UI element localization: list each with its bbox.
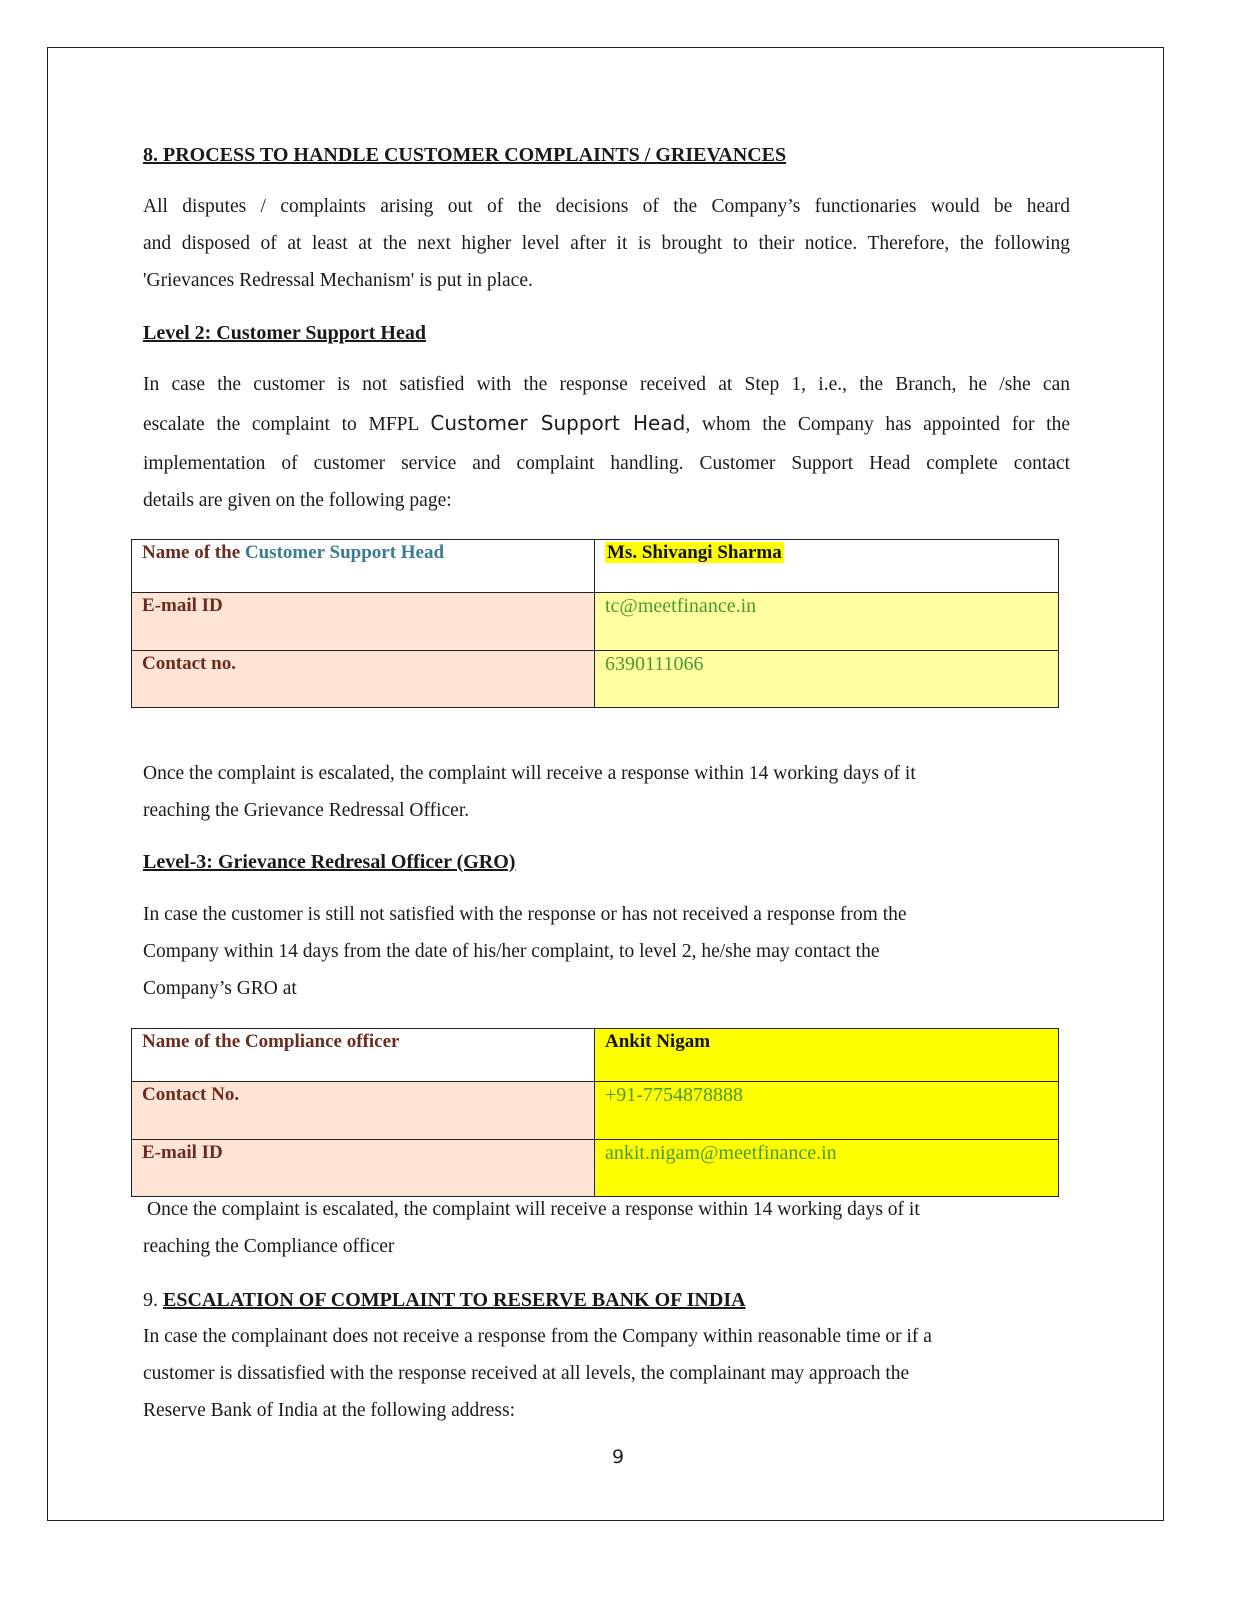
co-contact-value: +91-7754878888 <box>605 1084 743 1106</box>
level-2-paragraph <box>143 366 1070 519</box>
level-3-paragraph <box>143 896 1070 1007</box>
intro-line-2: and disposed of at least at the next higher level after it is brought to their notice. Therefore, the following <box>143 233 1070 254</box>
co-contact-value-cell <box>595 1082 1059 1140</box>
section-9-paragraph <box>143 1318 1070 1429</box>
cs-name-label-pre: Name of the <box>142 542 245 563</box>
cs-name-label-teal: Customer Support Head <box>244 542 445 563</box>
intro-line-1: All disputes / complaints arising out of the decisions of the Company’s functionaries would be heard <box>143 196 1070 217</box>
co-email-label: E-mail ID <box>132 1140 595 1197</box>
customer-support-table <box>131 539 1059 708</box>
table-row <box>132 593 1059 651</box>
level-2-line-2 <box>143 403 1070 445</box>
level-2-line-1: In case the customer is not satisfied with the response received at Step 1, i.e., the Branch, he /she can <box>143 374 1070 395</box>
level-2-line-2-pre: escalate the complaint to MFPL <box>143 414 431 435</box>
level-2-after-line-1: Once the complaint is escalated, the complaint will receive a response within 14 working days of it <box>143 763 916 784</box>
table-row <box>132 1140 1059 1197</box>
level-2-line-2-sans: Customer Support Head <box>430 411 686 435</box>
level-2-line-4: details are given on the following page: <box>143 490 452 511</box>
level-2-heading: Level 2: Customer Support Head <box>143 322 426 344</box>
cs-contact-label: Contact no. <box>132 651 595 708</box>
section-9-line-2: customer is dissatisfied with the response received at all levels, the complainant may approach the <box>143 1363 910 1384</box>
section-8-intro <box>143 188 1070 299</box>
level-2-after <box>143 755 1070 829</box>
level-2-line-2-post: , whom the Company has appointed for the <box>685 414 1070 435</box>
co-name-label: Name of the Compliance officer <box>132 1029 595 1082</box>
table-row <box>132 1029 1059 1082</box>
section-8-heading: 8. PROCESS TO HANDLE CUSTOMER COMPLAINTS / GRIEVANCES <box>143 144 787 166</box>
co-email-value[interactable]: ankit.nigam@meetfinance.in <box>605 1142 837 1164</box>
section-9-line-3: Reserve Bank of India at the following address: <box>143 1400 516 1421</box>
level-3-line-2: Company within 14 days from the date of his/her complaint, to level 2, he/she may contact the <box>143 941 880 962</box>
section-9-heading <box>143 1288 1070 1312</box>
level-2-line-3: implementation of customer service and complaint handling. Customer Support Head complete contact <box>143 453 1070 474</box>
co-email-value-cell <box>595 1140 1059 1197</box>
cs-contact-value-cell <box>595 651 1059 708</box>
level-3-after <box>143 1191 1070 1265</box>
section-9-number: 9. <box>143 1289 163 1311</box>
intro-line-3: 'Grievances Redressal Mechanism' is put in place. <box>143 270 533 291</box>
cs-name-value: Ms. Shivangi Sharma <box>607 542 782 563</box>
table-row <box>132 1082 1059 1140</box>
cs-email-value[interactable]: tc@meetfinance.in <box>605 595 757 617</box>
co-name-value: Ankit Nigam <box>595 1029 1059 1082</box>
section-9-title: ESCALATION OF COMPLAINT TO RESERVE BANK OF INDIA <box>163 1289 746 1311</box>
section-9-line-1: In case the complainant does not receive a response from the Company within reasonable time or if a <box>143 1326 932 1347</box>
level-3-line-1: In case the customer is still not satisfied with the response or has not received a response from the <box>143 904 907 925</box>
cs-contact-value: 6390111066 <box>605 653 704 675</box>
cs-email-label: E-mail ID <box>132 593 595 651</box>
level-2-after-line-2: reaching the Grievance Redressal Officer. <box>143 800 470 821</box>
cs-email-value-cell <box>595 593 1059 651</box>
level-3-heading: Level-3: Grievance Redresal Officer (GRO) <box>143 851 516 873</box>
level-3-after-line-1: Once the complaint is escalated, the complaint will receive a response within 14 working days of it <box>147 1199 920 1220</box>
level-3-line-3: Company’s GRO at <box>143 978 297 999</box>
compliance-officer-table <box>131 1028 1059 1197</box>
table-row <box>132 540 1059 593</box>
page-number: 9 <box>611 1446 625 1468</box>
co-contact-label: Contact No. <box>132 1082 595 1140</box>
table-row <box>132 651 1059 708</box>
cs-name-value-cell <box>595 540 1059 593</box>
cs-name-label <box>132 540 595 593</box>
level-3-after-line-2: reaching the Compliance officer <box>143 1236 395 1257</box>
